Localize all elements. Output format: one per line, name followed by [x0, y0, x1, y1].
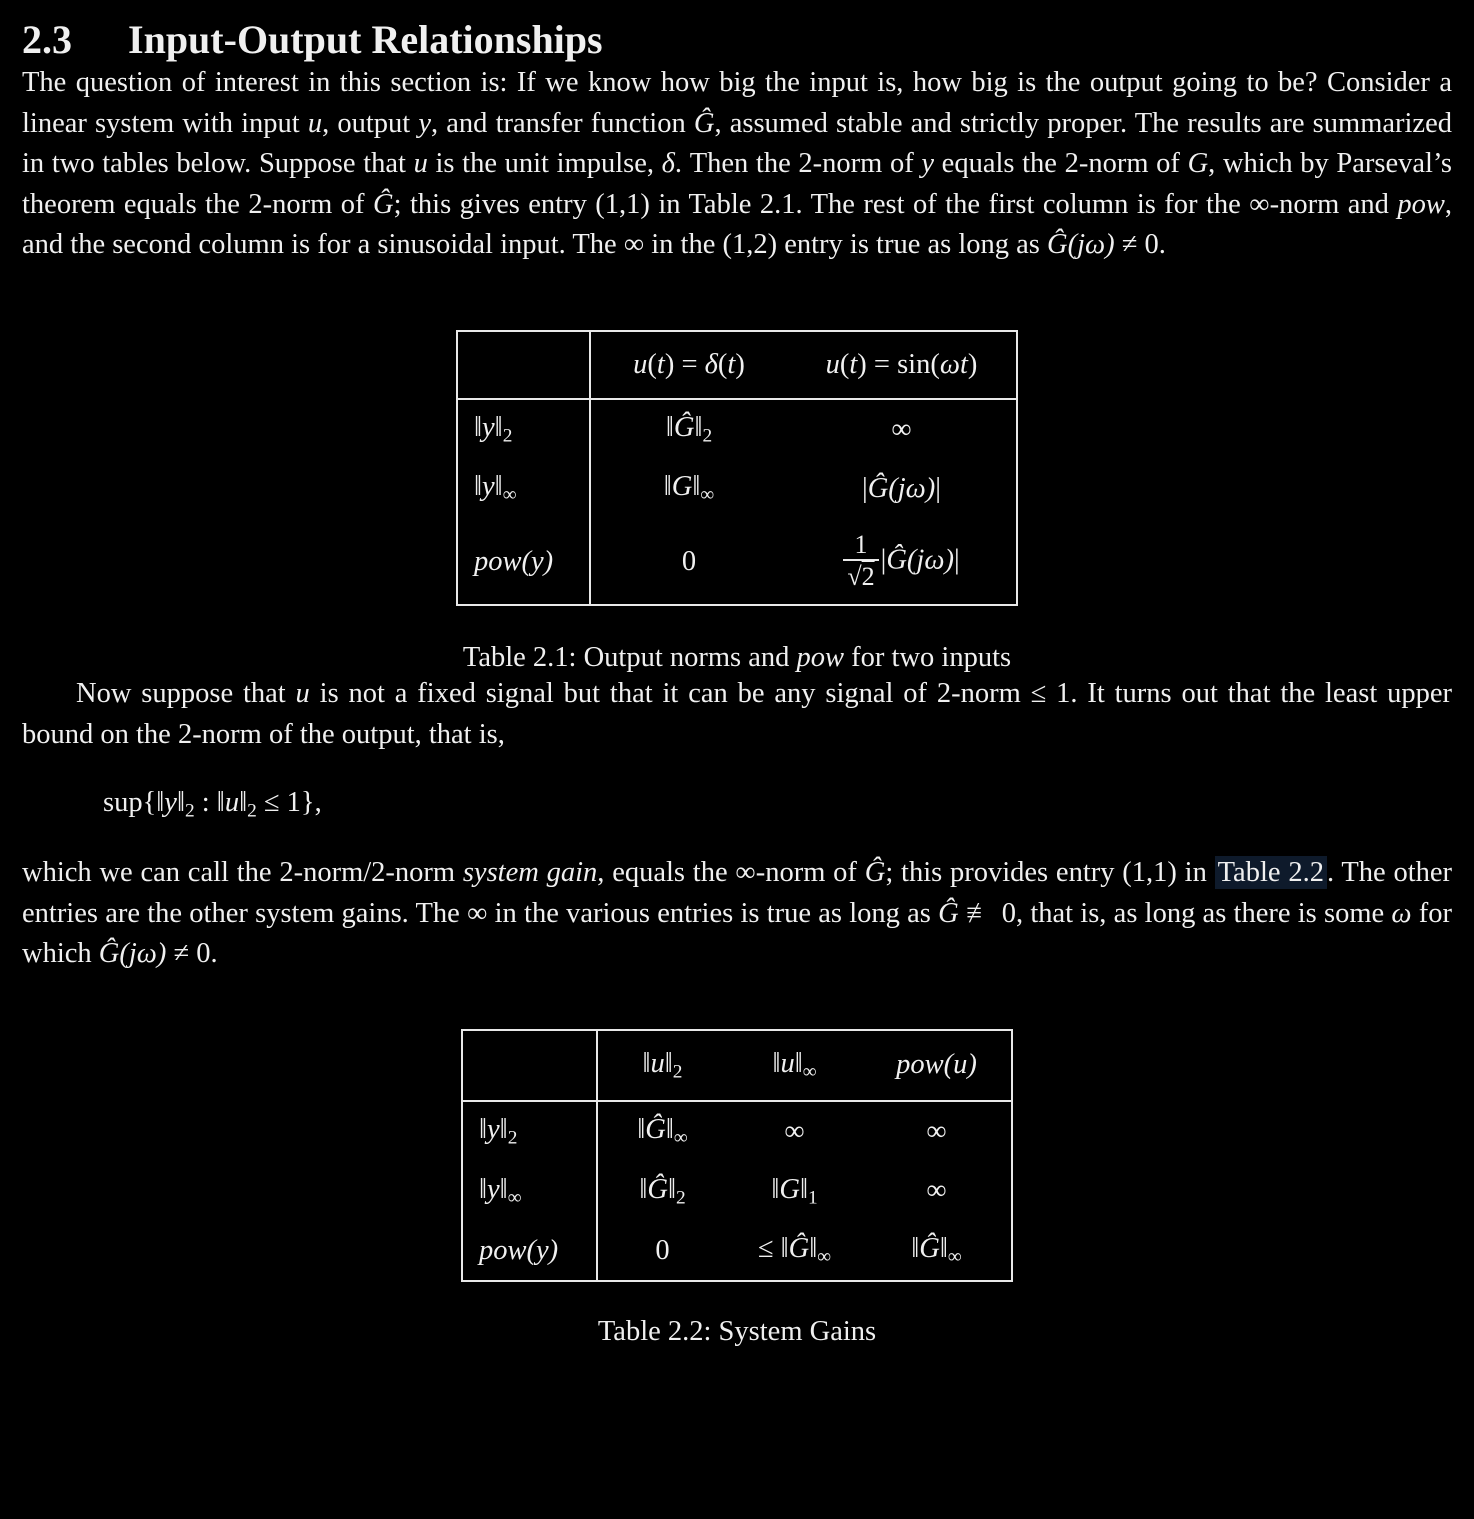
table-cell: ∞ — [891, 413, 912, 445]
table-row — [462, 1101, 1012, 1161]
fraction-numerator: 1 — [854, 529, 868, 559]
fraction-denominator: √2 — [843, 559, 878, 592]
table-cell — [787, 519, 1017, 605]
section-title: Input-Output Relationships — [128, 17, 603, 62]
table-cell: $‖Ĝ‖_\infty$ — [637, 1114, 688, 1149]
table-2-1-caption: Table 2.1: Output norms and pow for two inputs — [462, 642, 1012, 674]
paragraph-3: which we can call the 2-norm/2-norm system gain, equals the ∞-norm of Ĝ; this provides entry (1,1) in Table 2.2 . The other entries are the other system gains. The ∞ in the various entries is true as long as Ĝ ≢ 0, that is, as long as there is some ω for which Ĝ(jω) ≠ 0. — [22, 856, 1453, 970]
table-cell: $‖Ĝ‖_2$ — [639, 1173, 686, 1208]
table-cell: $‖G‖_1$ — [771, 1173, 818, 1208]
table-2-1-container — [22, 330, 1452, 606]
table-cell: ≤ $‖Ĝ‖_\infty$ — [757, 1232, 832, 1268]
column-header: $‖u‖_\infty$ — [727, 1030, 862, 1101]
row-header: pow(y) — [462, 1221, 597, 1281]
table-cell: ∞ — [926, 1115, 947, 1147]
column-header: $‖u‖_2$ — [597, 1030, 727, 1101]
table-2-2-header-row — [462, 1030, 1012, 1101]
fraction — [843, 531, 878, 592]
row-header: $‖y‖_2$ — [457, 399, 590, 459]
table-row — [457, 519, 1017, 605]
section-number: 2.3 — [22, 17, 72, 62]
table-2-2 — [461, 1029, 1013, 1283]
table-2-1 — [456, 330, 1018, 606]
column-header: pow(u) — [862, 1030, 1012, 1101]
section-heading — [22, 16, 1452, 63]
table-row — [462, 1221, 1012, 1281]
table-cell: ∞ — [926, 1175, 947, 1207]
table-cell: 0 — [655, 1234, 670, 1266]
table-cell: $‖Ĝ‖_\infty$ — [911, 1232, 962, 1268]
table-cell: 0 — [681, 545, 697, 577]
table-2-2-caption: Table 2.2: System Gains — [597, 1316, 877, 1348]
table-2-1-header-row — [457, 331, 1017, 399]
paragraph-1: The question of interest in this section is: If we know how big the input is, how big is the output going to be? Consider a linear system with input u, output y, and transfer function Ĝ, assumed stable and strictly proper. The results are summarized in two tables below. Suppose that u is the unit impulse, δ. Then the 2-norm of y equals the 2-norm of G, which by Parseval’s theorem equals the 2-norm of Ĝ; this gives entry (1,1) in Table 2.1. The rest of the first column is for the ∞-norm and pow, and the second column is for a sinusoidal input. The ∞ in the (1,2) entry is true as long as Ĝ(jω) ≠ 0. — [22, 67, 1452, 261]
table-cell: ∞ — [784, 1115, 805, 1147]
table-corner-cell — [462, 1030, 597, 1101]
row-header: $‖y‖_\infty$ — [457, 459, 590, 518]
table-row — [462, 1162, 1012, 1221]
paragraph-2: Now suppose that u is not a fixed signal but that it can be any signal of 2-norm ≤ 1. It turns out that the least upper bound on the 2-norm of the output, that is, — [22, 678, 1452, 750]
row-header: pow(y) — [457, 519, 590, 605]
table-corner-cell — [457, 331, 590, 399]
fraction-rest: |Ĝ(jω)| — [880, 544, 960, 576]
column-header: u(t) = δ(t) — [590, 331, 787, 399]
row-header: $‖y‖_\infty$ — [462, 1162, 597, 1221]
row-header: $‖y‖_2$ — [462, 1101, 597, 1161]
column-header: u(t) = sin(ωt) — [787, 331, 1017, 399]
display-equation: $sup\{‖y‖_2$ : $‖u‖_2 \le 1$}, — [103, 787, 322, 822]
table-row — [457, 459, 1017, 518]
table-cell: |Ĝ(jω)| — [861, 473, 942, 505]
table-cell: $‖G‖_\infty$ — [663, 471, 715, 506]
table-2-2-container — [22, 1029, 1452, 1283]
table-row — [457, 399, 1017, 459]
table-cell: $‖Ĝ‖_2$ — [665, 411, 713, 447]
